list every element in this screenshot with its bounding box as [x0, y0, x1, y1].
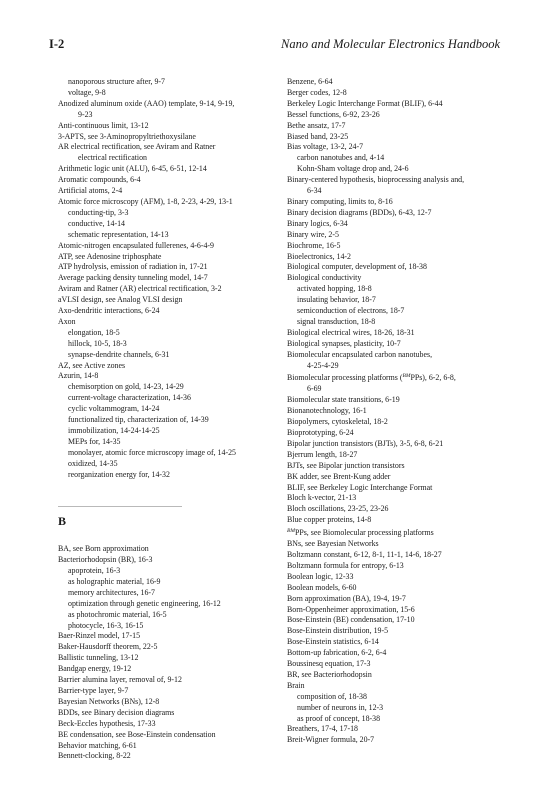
right-column — [287, 77, 509, 746]
index-entry: functionalized tip, characterization of, 14-39 — [68, 415, 209, 425]
index-entry: 9-23 — [78, 109, 93, 119]
index-entry: Bose-Einstein (BE) condensation, 17-10 — [287, 615, 415, 625]
index-entry: Binary-centered hypothesis, bioprocessing analysis and, — [287, 175, 465, 185]
index-entry: Born-Oppenheimer approximation, 15-6 — [287, 604, 415, 614]
index-entry: as holographic material, 16-9 — [68, 576, 161, 586]
index-entry: Bioelectronics, 14-2 — [287, 251, 351, 261]
index-entry: AZ, see Active zones — [58, 360, 126, 370]
index-entry: BA, see Born approximation — [58, 544, 149, 554]
index-entry: signal transduction, 18-8 — [297, 316, 376, 326]
index-entry: Bloch oscillations, 23-25, 23-26 — [287, 504, 389, 514]
index-entry: apoprotein, 16-3 — [68, 566, 121, 576]
index-entry: elongation, 18-5 — [68, 327, 120, 337]
index-entry: insulating behavior, 18-7 — [297, 295, 376, 305]
index-entry: Bose-Einstein statistics, 6-14 — [287, 637, 379, 647]
index-entry: Breathers, 17-4, 17-18 — [287, 724, 358, 734]
index-entry: Biological computer, development of, 18-38 — [287, 262, 427, 272]
index-entry: Boltzmann constant, 6-12, 8-1, 11-1, 14-6, 18-27 — [287, 549, 442, 559]
index-entry: cyclic voltammogram, 14-24 — [68, 404, 160, 414]
index-entry: Breit-Wigner formula, 20-7 — [287, 735, 375, 745]
index-entry: Bloch k-vector, 21-13 — [287, 493, 357, 503]
index-entry: Azurin, 14-8 — [58, 371, 99, 381]
section-divider — [58, 506, 182, 507]
index-entry: as photochromic material, 16-5 — [68, 609, 167, 619]
index-entry: conductive, 14-14 — [68, 218, 125, 228]
index-entry: Bethe ansatz, 17-7 — [287, 120, 346, 130]
index-entry: current-voltage characterization, 14-36 — [68, 393, 191, 403]
index-entry: Axo-dendritic interactions, 6-24 — [58, 306, 160, 316]
index-entry: hillock, 10-5, 18-3 — [68, 338, 127, 348]
index-entry: monolayer, atomic force microscopy image of, 14-25 — [68, 447, 236, 457]
index-entry: photocycle, 16-3, 16-15 — [68, 620, 144, 630]
index-entry: Brain — [287, 680, 305, 690]
index-entry: Biomolecular encapsulated carbon nanotubes, — [287, 349, 433, 359]
index-entry: oxidized, 14-35 — [68, 458, 118, 468]
index-entry: nanoporous structure after, 9-7 — [68, 77, 165, 86]
index-entry: Bose-Einstein distribution, 19-5 — [287, 626, 389, 636]
index-entry: synapse-dendrite channels, 6-31 — [68, 349, 170, 359]
index-entry: Kohn-Sham voltage drop and, 24-6 — [297, 164, 409, 174]
index-entry: Bottom-up fabrication, 6-2, 6-4 — [287, 648, 387, 658]
index-entry: Arithmetic logic unit (ALU), 6-45, 6-51, 12-14 — [58, 164, 207, 174]
index-entry: Berger codes, 12-8 — [287, 87, 347, 97]
index-entry: Bipolar junction transistors (BJTs), 3-5, 6-8, 6-21 — [287, 438, 444, 448]
index-entry: semiconduction of electrons, 18-7 — [297, 306, 405, 316]
index-entry: Biomolecular processing platforms ($^{BM}$PPs), 6-2, 6-8, — [287, 373, 456, 383]
index-entry: Baker-Hausdorff theorem, 22-5 — [58, 642, 158, 652]
index-entry: Biopolymers, cytoskeletal, 18-2 — [287, 417, 388, 427]
index-entry: conducting-tip, 3-3 — [68, 207, 129, 217]
index-entry: 6-69 — [307, 384, 322, 394]
index-entry: Biological electrical wires, 18-26, 18-31 — [287, 327, 415, 337]
index-entry: optimization through genetic engineering, 16-12 — [68, 598, 221, 608]
index-entry: Boolean logic, 12-33 — [287, 571, 354, 581]
index-entry: Binary decision diagrams (BDDs), 6-43, 12-7 — [287, 207, 432, 217]
index-entry: Beck-Eccles hypothesis, 17-33 — [58, 718, 156, 728]
index-entry: Binary computing, limits to, 8-16 — [287, 196, 393, 206]
section-heading-b: B — [58, 514, 67, 529]
index-entry: Bandgap energy, 19-12 — [58, 664, 132, 674]
index-entry: chemisorption on gold, 14-23, 14-29 — [68, 382, 184, 392]
index-entry: BR, see Bacteriorhodopsin — [287, 669, 372, 679]
index-entry: 6-34 — [307, 186, 322, 196]
index-entry: Aromatic compounds, 6-4 — [58, 175, 141, 185]
index-entry: Benzene, 6-64 — [287, 77, 333, 86]
index-entry: composition of, 18-38 — [297, 691, 367, 701]
index-entry: Anodized aluminum oxide (AAO) template, 9-14, 9-19, — [58, 98, 235, 108]
index-entry: Bionanotechnology, 16-1 — [287, 406, 367, 416]
index-entry: Behavior matching, 6-61 — [58, 740, 137, 750]
index-entry: BLIF, see Berkeley Logic Interchange Format — [287, 482, 433, 492]
index-entry: Blue copper proteins, 14-8 — [287, 515, 372, 525]
index-entry: BNs, see Bayesian Networks — [287, 539, 379, 549]
index-entry: Bessel functions, 6-92, 23-26 — [287, 109, 380, 119]
index-entry: Bennett-clocking, 8-22 — [58, 751, 131, 761]
index-block-b-continued — [287, 77, 509, 746]
index-entry: Anti-continuous limit, 13-12 — [58, 120, 149, 130]
index-entry: AR electrical rectification, see Aviram and Ratner — [58, 142, 216, 152]
index-entry: Aviram and Ratner (AR) electrical rectification, 3-2 — [58, 284, 222, 294]
index-entry: Biomolecular state transitions, 6-19 — [287, 395, 400, 405]
index-entry: Artificial atoms, 2-4 — [58, 186, 123, 196]
book-title: Nano and Molecular Electronics Handbook — [281, 37, 500, 51]
index-entry: Boolean models, 6-60 — [287, 582, 357, 592]
index-entry: Biological synapses, plasticity, 10-7 — [287, 338, 401, 348]
index-entry: Boussinesq equation, 17-3 — [287, 659, 371, 669]
index-entry: Born approximation (BA), 19-4, 19-7 — [287, 593, 406, 603]
index-entry: Berkeley Logic Interchange Format (BLIF), 6-44 — [287, 98, 443, 108]
index-entry: Binary logics, 6-34 — [287, 218, 348, 228]
index-entry: reorganization energy for, 14-32 — [68, 469, 170, 479]
left-column — [58, 77, 282, 762]
index-entry: electrical rectification — [78, 153, 147, 163]
index-entry: as proof of concept, 18-38 — [297, 713, 381, 723]
index-entry: 3-APTS, see 3-Aminopropyltriethoxysilane — [58, 131, 196, 141]
index-entry: Bioprototyping, 6-24 — [287, 428, 354, 437]
index-block-a — [58, 77, 282, 481]
index-entry: BE condensation, see Bose-Einstein condensation — [58, 729, 216, 739]
index-entry: MEPs for, 14-35 — [68, 436, 121, 446]
page-number: I-2 — [49, 37, 65, 51]
index-entry: aVLSI design, see Analog VLSI design — [58, 295, 183, 305]
index-entry: Barrier-type layer, 9-7 — [58, 685, 129, 695]
index-entry: ATP hydrolysis, emission of radiation in, 17-21 — [58, 262, 208, 272]
index-entry: Barrier alumina layer, removal of, 9-12 — [58, 675, 182, 685]
index-entry: number of neurons in, 12-3 — [297, 702, 384, 712]
index-entry: Baer-Rinzel model, 17-15 — [58, 631, 141, 641]
index-entry: Bacteriorhodopsin (BR), 16-3 — [58, 555, 153, 565]
index-entry: Atomic-nitrogen encapsulated fullerenes, 4-6-4-9 — [58, 240, 215, 250]
index-entry: Bjerrum length, 18-27 — [287, 449, 358, 459]
index-entry: ATP, see Adenosine triphosphate — [58, 251, 162, 261]
index-entry: Bayesian Networks (BNs), 12-8 — [58, 696, 160, 706]
index-entry: Biochrome, 16-5 — [287, 240, 341, 250]
index-entry: Axon — [58, 316, 76, 326]
index-entry: BK adder, see Brent-Kung adder — [287, 471, 391, 481]
index-block-b — [58, 544, 282, 762]
index-entry: Atomic force microscopy (AFM), 1-8, 2-23, 4-29, 13-1 — [58, 196, 233, 206]
index-entry: Biased band, 23-25 — [287, 131, 349, 141]
index-entry: BJTs, see Bipolar junction transistors — [287, 460, 405, 470]
index-entry: Biological conductivity — [287, 273, 362, 283]
index-entry: $^{BM}$PPs, see Biomolecular processing platforms — [287, 528, 434, 538]
index-entry: Bias voltage, 13-2, 24-7 — [287, 142, 364, 152]
index-entry: Binary wire, 2-5 — [287, 229, 339, 239]
index-entry: schematic representation, 14-13 — [68, 229, 169, 239]
index-entry: voltage, 9-8 — [68, 87, 106, 97]
index-entry: Average packing density tunneling model, 14-7 — [58, 273, 208, 283]
running-header — [49, 37, 500, 57]
index-entry: immobilization, 14-24-14-25 — [68, 426, 160, 435]
index-entry: activated hopping, 18-8 — [297, 284, 372, 294]
index-entry: 4-25-4-29 — [307, 360, 339, 370]
index-entry: carbon nanotubes and, 4-14 — [297, 153, 385, 163]
index-entry: BDDs, see Binary decision diagrams — [58, 707, 175, 717]
index-entry: Boltzmann formula for entropy, 6-13 — [287, 560, 404, 570]
index-entry: memory architectures, 16-7 — [68, 587, 155, 597]
index-entry: Ballistic tunneling, 13-12 — [58, 653, 139, 663]
